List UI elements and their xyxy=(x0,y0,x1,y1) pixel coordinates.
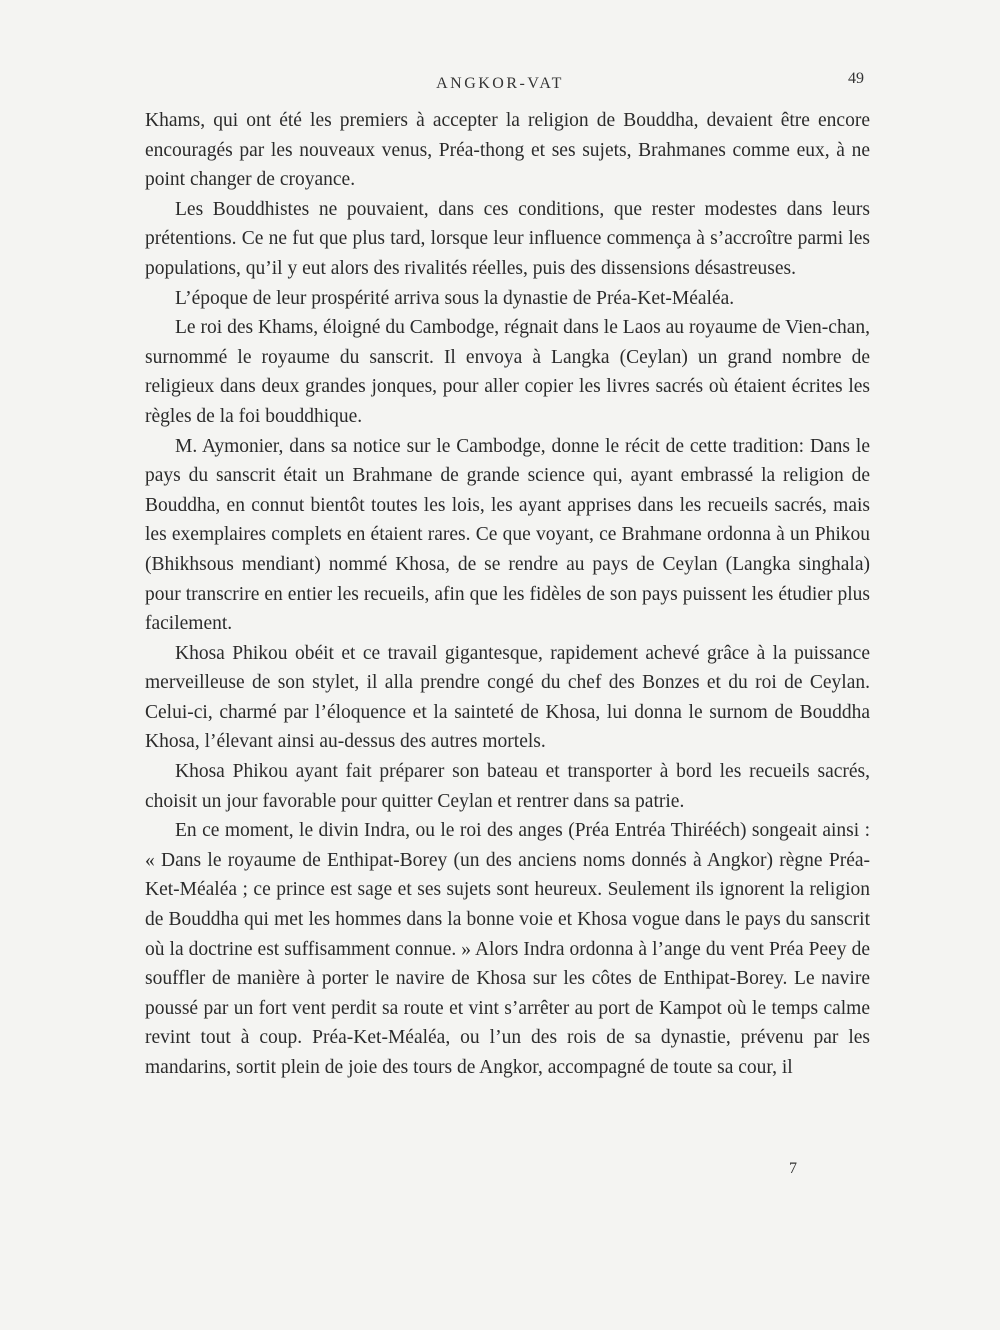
paragraph: M. Aymonier, dans sa notice sur le Cambodge, donne le récit de cette tradition: Dans le pays du sanscrit était un Brahmane de grande science qui, ayant embrassé la religion de Bouddha, en connut bientôt toutes les lois, les ayant apprises dans les recueils sacrés, mais les exemplaires complets en étaient rares. Ce que voyant, ce Brahmane ordonna à un Phikou (Bhikhsous mendiant) nommé Khosa, de se rendre au pays de Ceylan (Langka singhala) pour transcrire en entier les recueils, afin que les fidèles de son pays puissent les étudier plus facilement. xyxy=(145,435,870,635)
paragraph: Les Bouddhistes ne pouvaient, dans ces conditions, que rester modestes dans leurs prétentions. Ce ne fut que plus tard, lorsque leur influence commença à s’accroître parmi les populations, qu’il y eut alors des rivalités réelles, puis des dissensions désastreuses. xyxy=(145,198,870,279)
page-number: 49 xyxy=(848,70,864,87)
paragraph: Khosa Phikou ayant fait préparer son bateau et transporter à bord les recueils sacrés, choisit un jour favorable pour quitter Ceylan et rentrer dans sa patrie. xyxy=(145,761,870,812)
paragraph: L’époque de leur prospérité arriva sous la dynastie de Préa-Ket-Méaléa. xyxy=(175,287,735,309)
signature-mark: 7 xyxy=(789,1160,797,1177)
paragraph: Khosa Phikou obéit et ce travail gigantesque, rapidement achevé grâce à la puissance merveilleuse de son stylet, il alla prendre congé du chef des Bonzes et du roi de Ceylan. Celui-ci, charmé par l’éloquence et la sainteté de Khosa, lui donna le surnom de Bouddha Khosa, l’élevant ainsi au-dessus des autres mortels. xyxy=(145,642,870,753)
body-text xyxy=(145,106,870,1083)
paragraph: Le roi des Khams, éloigné du Cambodge, régnait dans le Laos au royaume de Vien-chan, surnommé le royaume du sanscrit. Il envoya à Langka (Ceylan) un grand nombre de religieux dans deux grandes jonques, pour aller copier les livres sacrés où étaient écrites les règles de la foi bouddhique. xyxy=(145,317,870,427)
running-title: ANGKOR-VAT xyxy=(436,75,564,92)
paragraph: Khams, qui ont été les premiers à accepter la religion de Bouddha, devaient être encore encouragés par les nouveaux venus, Préa-thong et ses sujets, Brahmanes comme eux, à ne point changer de croyance. xyxy=(145,110,870,191)
paragraph: En ce moment, le divin Indra, ou le roi des anges (Préa Entréa Thirééch) songeait ainsi : « Dans le royaume de Enthipat-Borey (un des anciens noms donnés à Angkor) règne Préa-Ket-Méaléa ; ce prince est sage et ses sujets sont heureux. Seulement ils ignorent la religion de Bouddha qui met les hommes dans la bonne voie et Khosa vogue dans le pays du sanscrit où la doctrine est suffisamment connue. » Alors Indra ordonna à l’ange du vent Préa Peey de souffler de manière à porter le navire de Khosa sur les côtes de Enthipat-Borey. Le navire poussé par un fort vent perdit sa route et vint s’arrêter au port de Kampot où le temps calme revint tout à coup. Préa-Ket-Méaléa, ou l’un des rois de sa dynastie, prévenu par les mandarins, sortit plein de joie des tours de Angkor, accompagné de toute sa cour, il xyxy=(145,820,870,1078)
